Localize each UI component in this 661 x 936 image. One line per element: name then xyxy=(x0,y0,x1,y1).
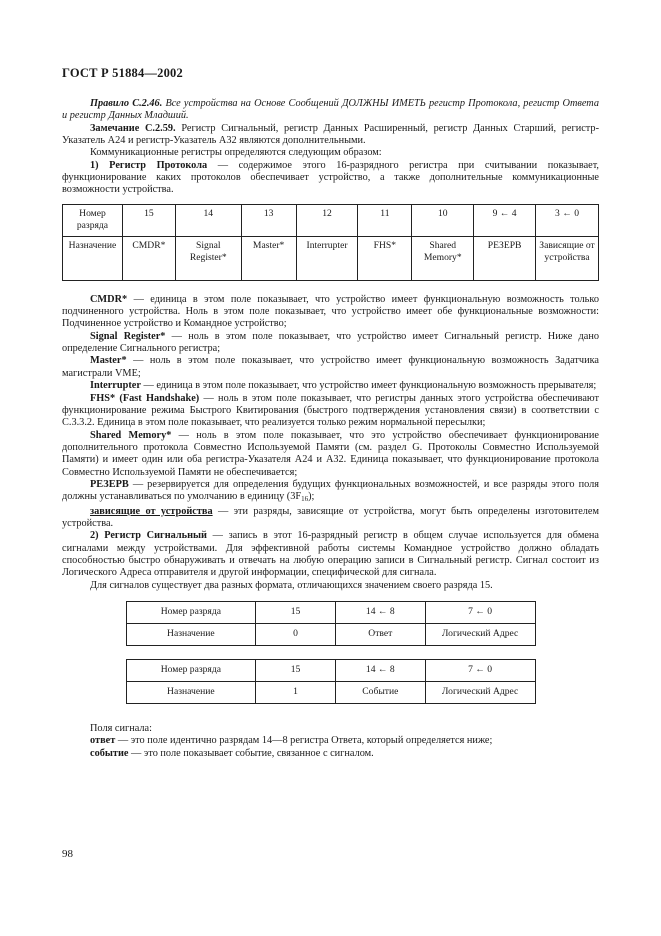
table-cell: Ответ xyxy=(335,624,425,646)
table-cell: РЕЗЕРВ xyxy=(474,236,536,280)
table-cell: Signal Register* xyxy=(175,236,241,280)
protocol-label: 1) Регистр Протокола xyxy=(90,159,208,171)
table-cell: 14 ← 8 xyxy=(335,660,425,682)
table-cell: Логический Адрес xyxy=(425,624,535,646)
table-cell: Событие xyxy=(335,682,425,704)
note-label: Замечание С.2.59. xyxy=(90,122,176,134)
table-cell: Номер разряда xyxy=(126,660,256,682)
table-cell: 3 ← 0 xyxy=(536,204,599,236)
table-cell: 12 xyxy=(296,204,358,236)
fields-title: Поля сигнала: xyxy=(90,723,152,734)
table-cell: 0 xyxy=(256,624,336,646)
document-header: ГОСТ Р 51884—2002 xyxy=(62,66,183,80)
table-cell: 10 xyxy=(412,204,474,236)
table-cell: CMDR* xyxy=(122,236,175,280)
table-cell: 1 xyxy=(256,682,336,704)
definition-interrupter: Interrupter — единица в этом поле показывает, что устройство имеет функциональную возможность прерывателя; xyxy=(90,380,597,392)
field-event: событие — это поле показывает событие, связанное с сигналом. xyxy=(90,747,374,759)
table-cell: Master* xyxy=(241,236,296,280)
rule-text: Все устройства на Основе Сообщений ДОЛЖНЫ ИМЕТЬ регистр Протокола, регистр Ответа и регистр Данных Младший. xyxy=(62,98,599,122)
table-cell: Номер разряда xyxy=(63,204,123,236)
body-text xyxy=(62,98,599,760)
rule-label: Правило С.2.46. xyxy=(90,98,163,109)
definition-cmdr: CMDR* — единица в этом поле показывает, что устройство имеет функциональную возможность только подчиненного устройства. Ноль в этом поле показывает, что устройство имеет обе функциональные возможности: Подчиненное устройство и Командное устройство; xyxy=(62,293,599,330)
protocol-paragraph xyxy=(62,160,599,197)
signal-format-table-event xyxy=(126,659,536,704)
field-response: ответ — это поле идентично разрядам 14—8 регистра Ответа, который определяется ниже; xyxy=(90,735,493,747)
comm-intro: Коммуникационные регистры определяются следующим образом: xyxy=(90,147,382,159)
table-cell: 14 xyxy=(175,204,241,236)
table-cell: Логический Адрес xyxy=(425,682,535,704)
table-row xyxy=(126,682,535,704)
definition-fhs: FHS* (Fast Handshake) — ноль в этом поле показывает, что регистры данных этого устройства обеспечивают функционирование режима Быстрого Квитирования (быстрого подтверждения установления связи) в соответствии с С.3.3.2. Единица в этом поле показывает, что реализуется только режим нормальной пересылки; xyxy=(62,392,599,429)
table-row xyxy=(126,602,535,624)
table-cell: 13 xyxy=(241,204,296,236)
table-row xyxy=(63,204,599,236)
definition-signal-register: Signal Register* — ноль в этом поле показывает, что устройство имеет Сигнальный регистр. Ниже дано определение Сигнального регистра; xyxy=(62,330,599,355)
table-cell: 7 ← 0 xyxy=(425,602,535,624)
table-cell: 9 ← 4 xyxy=(474,204,536,236)
note-text: Регистр Сигнальный, регистр Данных Расширенный, регистр Данных Старший, регистр-Указатель А24 и регистр-Указатель А32 являются дополнительными. xyxy=(62,122,600,147)
page-number: 98 xyxy=(62,848,73,860)
table-cell: Назначение xyxy=(126,624,256,646)
definition-shared-memory: Shared Memory* — ноль в этом поле показывает, что это устройство обеспечивает функционирование дополнительного протокола Совместно Используемой Памяти (см. раздел G. Протоколы Совместно Используемой Памяти) и имеет один или оба регистра-Указателя А24 и А32. Единица показывает, что функционирование протокола Совместно Используемой Памяти не обеспечивается; xyxy=(62,429,600,478)
table-row xyxy=(126,624,535,646)
table-cell: Shared Memory* xyxy=(412,236,474,280)
table-cell: Номер разряда xyxy=(126,602,256,624)
table-cell: 7 ← 0 xyxy=(425,660,535,682)
definition-master: Master* — ноль в этом поле показывает, что устройство имеет функциональную возможность Задатчика магистрали VME; xyxy=(62,355,600,379)
signal-format-table-response xyxy=(126,601,536,646)
signal-paragraph xyxy=(62,530,599,579)
table-cell: Interrupter xyxy=(296,236,358,280)
note-paragraph xyxy=(62,123,599,148)
definition-device-dependent: зависящие от устройства — эти разряды, зависящие от устройства, могут быть определены изготовителем устройства. xyxy=(62,505,599,529)
signal-text: — запись в этот 16-разрядный регистр в общем случае используется для обмена сигналами между устройствами. Для эффективной работы системы Командное устройство должно обладать способностью быстро обнаруживать и отвечать на любую операцию записи в Сигнальный регистр. Сигнал состоит из Логического Адреса отправителя и другой информации, специфической для сигнала. xyxy=(62,530,599,579)
table-cell: 15 xyxy=(122,204,175,236)
table-cell: Назначение xyxy=(126,682,256,704)
rule-paragraph xyxy=(62,98,599,123)
signal-label: 2) Регистр Сигнальный xyxy=(90,530,207,542)
formats-intro: Для сигналов существует два разных формата, отличающихся значением своего разряда 15. xyxy=(90,579,493,591)
table-cell: Зависящие от устройства xyxy=(536,236,599,280)
definition-reserve: РЕЗЕРВ — резервируется для определения будущих функциональных возможностей, и все разряды этого поля должны устанавливаться по умолчанию в единицу $(3F_{16})$; xyxy=(62,478,599,504)
protocol-text: — содержимое этого 16-разрядного регистра при считывании показывает, функционирование каких протоколов обеспечивает устройство, а также дополнительные коммуникационные возможности устройства. xyxy=(62,159,600,196)
table-cell: 15 xyxy=(256,660,336,682)
table-cell: FHS* xyxy=(358,236,412,280)
table-cell: 11 xyxy=(358,204,412,236)
table-cell: Назначение xyxy=(63,236,123,280)
table-cell: 14 ← 8 xyxy=(335,602,425,624)
table-cell: 15 xyxy=(256,602,336,624)
protocol-register-table xyxy=(62,204,599,281)
table-row xyxy=(126,660,535,682)
table-row xyxy=(63,236,599,280)
